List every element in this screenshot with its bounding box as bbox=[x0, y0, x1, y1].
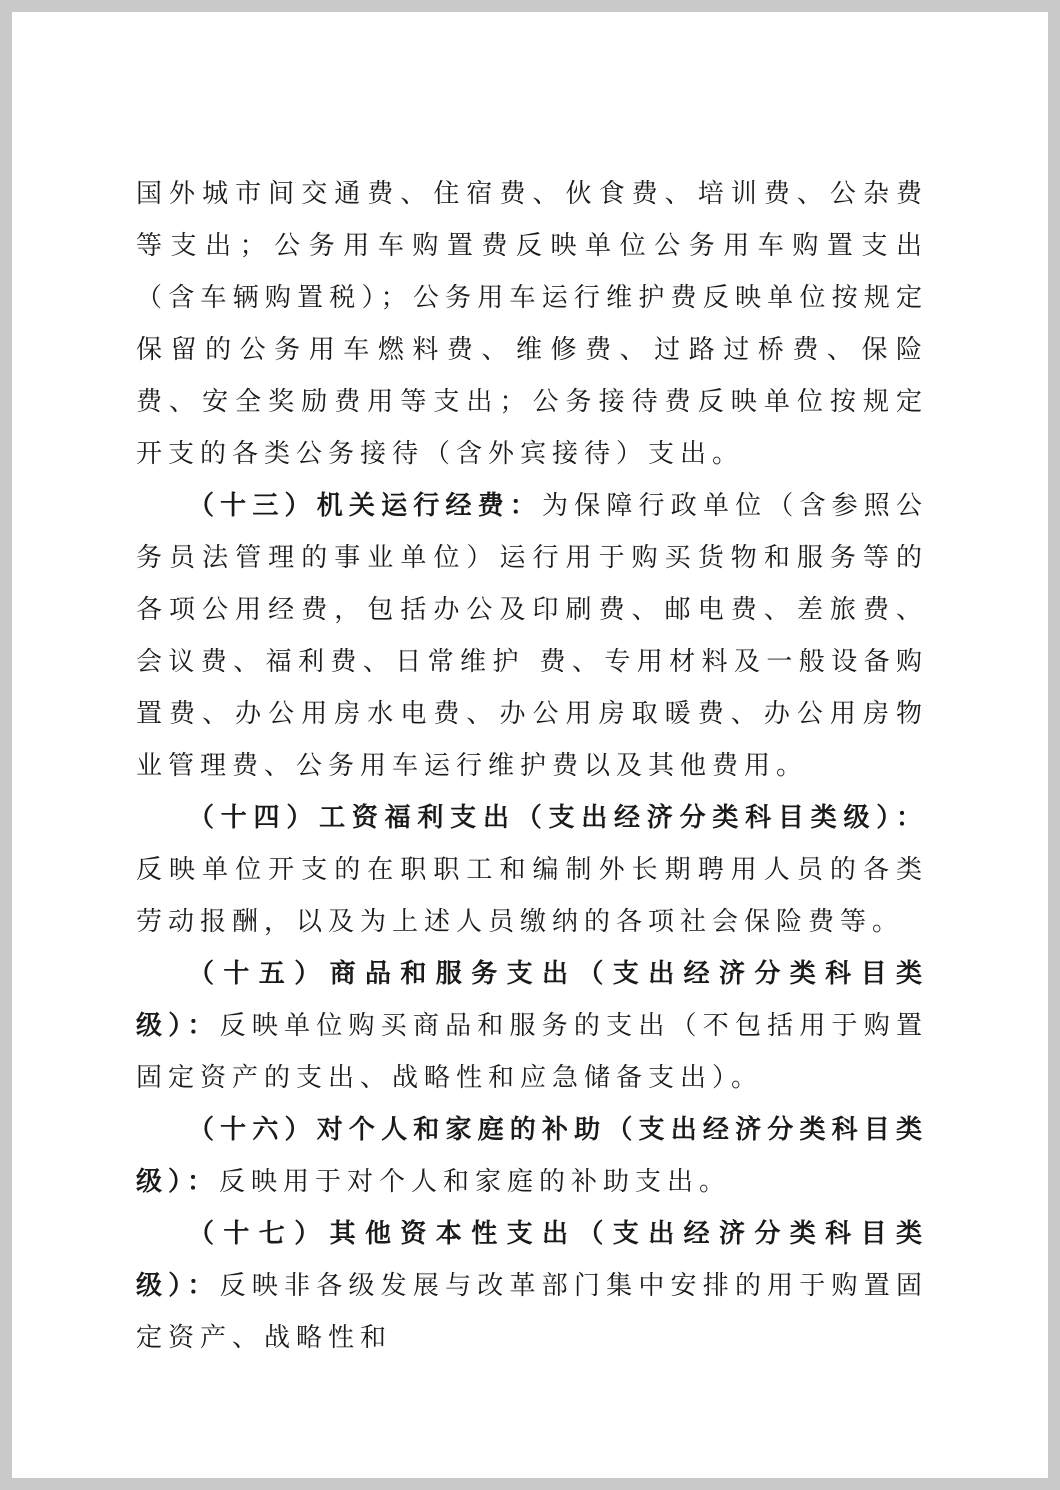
paragraph-16-household-subsidy bbox=[136, 1104, 928, 1208]
paragraph-15-goods-services bbox=[136, 948, 928, 1104]
paragraph-heading: （十七）其他资本性支出（支出经济分类科目类级）： bbox=[136, 1219, 928, 1301]
paragraph-text: 为保障行政单位（含参照公务员法管理的事业单位）运行用于购买货物和服务等的各项公用经费，包括办公及印刷费、邮电费、差旅费、会议费、福利费、日常维护 费、专用材料及一般设备购置费、办公用房水电费、办公用房取暖费、办公用房物业管理费、公务用车运行维护费以及其他费用。 bbox=[136, 491, 928, 781]
paragraph-text: 国外城市间交通费、住宿费、伙食费、培训费、公杂费等支出；公务用车购置费反映单位公务用车购置支出（含车辆购置税）；公务用车运行维护费反映单位按规定保留的公务用车燃料费、维修费、过路过桥费、保险费、安全奖励费用等支出；公务接待费反映单位按规定开支的各类公务接待（含外宾接待）支出。 bbox=[136, 179, 928, 469]
paragraph-continuation bbox=[136, 168, 928, 480]
document-page bbox=[12, 12, 1048, 1478]
document-body bbox=[136, 168, 928, 1364]
paragraph-13-operating-expenses bbox=[136, 480, 928, 792]
paragraph-heading: （十五）商品和服务支出（支出经济分类科目类级）： bbox=[136, 959, 928, 1041]
paragraph-heading: （十三）机关运行经费： bbox=[188, 491, 542, 521]
paragraph-text: 反映单位开支的在职职工和编制外长期聘用人员的各类劳动报酬，以及为上述人员缴纳的各项社会保险费等。 bbox=[136, 855, 928, 937]
paragraph-14-wage-welfare bbox=[136, 792, 928, 948]
paragraph-heading: （十四）工资福利支出（支出经济分类科目类级）： bbox=[188, 803, 928, 833]
paragraph-text: 反映用于对个人和家庭的补助支出。 bbox=[219, 1167, 732, 1197]
paragraph-17-other-capital bbox=[136, 1208, 928, 1364]
paragraph-text: 反映单位购买商品和服务的支出（不包括用于购置固定资产的支出、战略性和应急储备支出）。 bbox=[136, 1011, 928, 1093]
paragraph-heading: （十六）对个人和家庭的补助（支出经济分类科目类级）： bbox=[136, 1115, 928, 1197]
paragraph-text: 反映非各级发展与改革部门集中安排的用于购置固定资产、战略性和 bbox=[136, 1271, 928, 1353]
